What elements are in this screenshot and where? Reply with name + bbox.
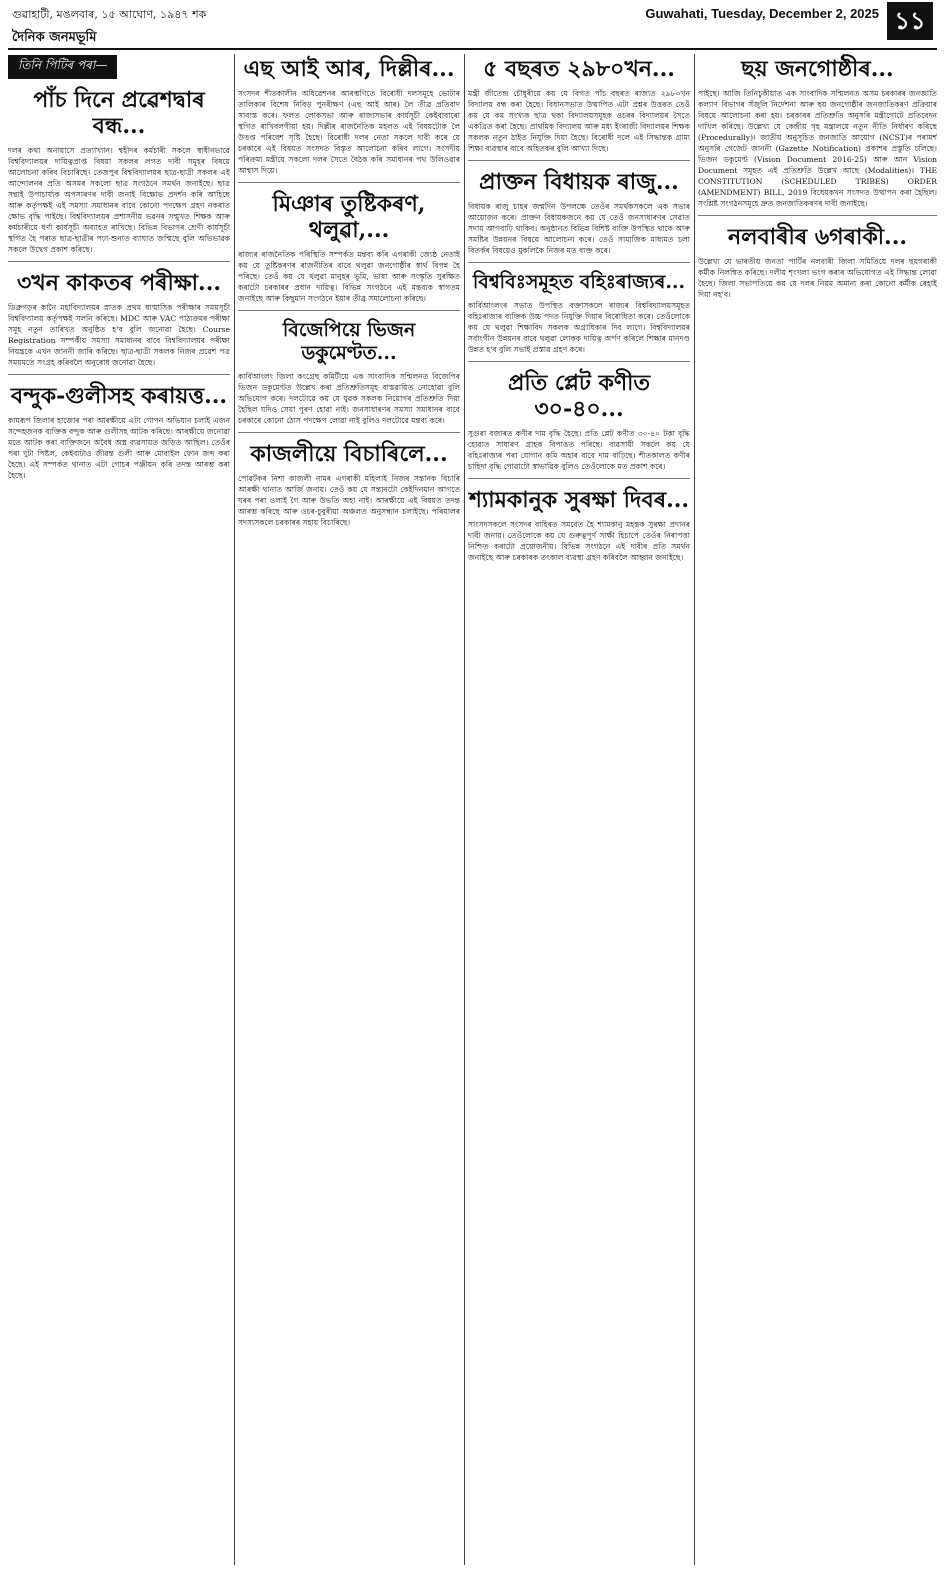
story-tushtikaran — [238, 182, 460, 304]
headline: ছয় জনগোষ্ঠীৰ... — [741, 56, 894, 82]
article-body: কাৰ্বিআংলংৰ সভাত উপস্থিত বক্তাসকলে ৰাজ্যৰ বিশ্ববিদ্যালয়সমূহত বহিঃৰাজ্যৰ ব্যক্তিক উচ্চ পদত নিযুক্তি দিয়াৰ বিৰোধিতা কৰে। তেওঁলোকে কয় যে থলুৱা শিক্ষাবিদ সকলক অগ্ৰাধিকাৰ দিব লাগে। বিশ্ববিদ্যালয়ৰ সৰ্বাংগীন উন্নয়নৰ বাবে থলুৱা লোকক দায়িত্ব অৰ্পণ কৰিলে শিক্ষাৰ মানদণ্ড উন্নত হ'ব বুলি সভাই প্ৰস্তাৱ গ্ৰহণ কৰে। — [468, 301, 690, 354]
column-divider — [234, 54, 235, 1565]
article-body: দলৰ কথা অনায়াসে প্ৰত্যাখ্যান। শ্বহীদৰ কৰ্মচাৰী সকলে স্বাধীনভাৱে বিশ্ববিদ্যালয়ৰ দায়িত্বপ্ৰাপ্ত বিষয়া সকলৰ লগত দাবী সমূহৰ বিষয়ে আলোচনা কৰিব বিচাৰিছে। তেজপুৰ বিশ্ববিদ্যালয়ৰ ছাত্ৰ-ছাত্ৰী সকলৰ এই আন্দোলনৰ প্ৰতি অসমৰ সকলো ছাত্ৰ সংগঠনে সমৰ্থন জনাইছে। ছাত্ৰ সন্থাই উপাচাৰ্য্যক অপসাৰণৰ দাবী জনাই বিক্ষোভ প্ৰদৰ্শন কৰি আহিছে আৰু কৰ্তৃপক্ষই এই সমস্যা সমাধানৰ বাবে কোনো পদক্ষেপ গ্ৰহণ নকৰাত ক্ষোভ বৃদ্ধি পাইছে। বিশ্ববিদ্যালয়ৰ প্ৰশাসনীয় ভৱনৰ সন্মুখত শিক্ষক আৰু কৰ্মচাৰীয়ে ধৰ্ণা কাৰ্যসূচী অব্যাহত ৰাখিছে। বিভিন্ন বিভাগৰ শ্ৰেণী কাৰ্যসূচী স্থগিত হৈ পৰাত ছাত্ৰ-ছাত্ৰীৰ পঢ়া-শুনাত ব্যাঘাত জন্মিছে বুলি অভিভাৱক সকলে উদ্বেগ প্ৰকাশ কৰিছে। — [8, 146, 230, 254]
headline: নলবাৰীৰ ৬গৰাকী... — [727, 224, 908, 250]
story-exam — [8, 261, 230, 368]
article-body: বিধায়ক ৰাজু চাহৰ জন্মদিন উপলক্ষে তেওঁৰ সমৰ্থকসকলে এক সভাৰ আয়োজন কৰে। প্ৰাক্তন বিধায়কজনে কয় যে তেওঁ জনসাধাৰণৰ সেৱাত সদায় আগবাঢ়ি থাকিব। অনুষ্ঠানত বিভিন্ন বিশিষ্ট ব্যক্তি উপস্থিত থাকে আৰু সমষ্টিৰ উন্নয়নৰ বিষয়ে আলোচনা কৰে। তেওঁ সামাজিক মাধ্যমত চলা বিতৰ্কৰ বিষয়েও মুকলিকৈ নিজৰ মত ব্যক্ত কৰে। — [468, 202, 690, 255]
article-body: উল্লেখ্য যে ভাৰতীয় জনতা পাৰ্টিৰ নলবাৰী জিলা সমিতিয়ে দলৰ ছয়গৰাকী কৰ্মীক নিলম্বিত কৰিছে। দলীয় শৃংখলা ভংগ কৰাৰ অভিযোগত এই সিদ্ধান্ত লোৱা হৈছে। জিলা সভাপতিয়ে কয় যে দলৰ নিয়ম অমান্য কৰা কোনো কৰ্মীক ৰেহাই দিয়া নহ'ব। — [698, 257, 937, 299]
headline: এছ আই আৰ, দিল্লীৰ... — [243, 56, 455, 82]
article-body: ডিব্ৰুগড়ৰ কানৈ মহাবিদ্যালয়ৰ স্নাতক প্ৰথম ষাণ্মাসিক পৰীক্ষাৰ সময়সূচী বিশ্ববিদ্যালয় কৰ্তৃপক্ষই সলনি কৰিছে। MDC আৰু VAC পাঠ্যক্ৰমৰ পৰীক্ষা সমূহ নতুন তাৰিখত অনুষ্ঠিত হ'ব বুলি জনোৱা হৈছে। Course Registration সম্পৰ্কীয় সমস্যা সমাধানৰ বাবে বিশ্ববিদ্যালয়ৰ পৰীক্ষা নিয়ন্ত্ৰকে এখন জাননী জাৰি কৰিছে। ছাত্ৰ-ছাত্ৰী সকলক নিজৰ প্ৰৱেশ পত্ৰ সময়মতে সংগ্ৰহ কৰিবলৈ অনুৰোধ জনোৱা হৈছে। — [8, 303, 230, 367]
story-arms — [8, 374, 230, 481]
story-kajali — [238, 432, 460, 528]
date-line-assamese: গুৱাহাটী, মঙলবাৰ, ১৫ আঘোণ, ১৯৪৭ শক — [12, 8, 207, 21]
date-line-english: Guwahati, Tuesday, December 2, 2025 — [645, 6, 879, 21]
columns — [8, 54, 937, 1565]
story-mla — [468, 160, 690, 256]
paper-name: দৈনিক জনমভূমি — [12, 30, 97, 45]
headline: বন্দুক-গুলীসহ কৰায়ত্ত... — [10, 383, 228, 409]
headline: মিঞাৰ তুষ্টিকৰণ, থলুৱা,... — [272, 191, 426, 243]
article-body: কাৰ্বিআংলং জিলা কংগ্ৰেছ কমিটীয়ে এক সাংবাদিক সন্মিলনত বিজেপিৰ ভিজন ডকুমেণ্টত উল্লেখ কৰা প্ৰতিশ্ৰুতিসমূহ বাস্তৱায়িত নোহোৱা বুলি অভিযোগ কৰে। দলটোৱে কয় যে যুৱক সকলক নিয়োগৰ প্ৰতিশ্ৰুতি দিয়া হৈছিল যদিও সেয়া পূৰণ হোৱা নাই। জনসাধাৰণৰ সমস্যা সমাধানৰ বাবে চৰকাৰে কোনো ঠোস পদক্ষেপ লোৱা নাই বুলিও দলটোৱে মন্তব্য কৰে। — [238, 372, 460, 425]
headline: পাঁচ দিনে প্ৰৱেশদ্বাৰ বন্ধ... — [33, 87, 205, 139]
column-2 — [238, 54, 460, 1565]
column-3 — [468, 54, 690, 1565]
article-body: মন্ত্ৰী জীতেন্দ্ৰ চৌধুৰীয়ে কয় যে বিগত পাঁচ বছৰত ৰাজ্যত ২৯৮০খন বিদ্যালয় বন্ধ কৰা হৈছে। বিধানসভাত উত্থাপিত এটা প্ৰশ্নৰ উত্তৰত তেওঁ কয় যে কম সংখ্যক ছাত্ৰ থকা বিদ্যালয়সমূহক ওচৰৰ বিদ্যালয়ৰ সৈতে একত্ৰিত কৰা হৈছে। প্ৰাথমিক বিদ্যালয় আৰু মধ্য ইংৰাজী বিদ্যালয়ৰ শিক্ষক সকলক নতুন ঠাইত নিযুক্তি দিয়া হৈছে। বিৰোধী দলে এই সিদ্ধান্তক গ্ৰাম্য শিক্ষা ব্যৱস্থাৰ বাবে অহিতকৰ বুলি আখ্যা দিছে। — [468, 89, 690, 153]
headline: কাজলীয়ে বিচাৰিলে... — [250, 441, 448, 467]
headline: বিশ্ববিঃসমূহত বহিঃৰাজ্যৰ... — [472, 271, 686, 293]
column-divider — [694, 54, 695, 1565]
headline: শ্যামকানুক সুৰক্ষা দিবৰ... — [468, 487, 690, 513]
article-body: সংসদৰ শীতকালীন অধিৱেশনৰ আৰম্ভণিতে বিৰোধী দলসমূহে ভোটাৰ তালিকাৰ বিশেষ নিবিড় পুনৰীক্ষণ (এছ আই আৰ) লৈ তীব্ৰ প্ৰতিবাদ সাব্যস্ত কৰে। ফলত লোকসভা আৰু ৰাজ্যসভাৰ কাৰ্যসূচী কেইবাবাৰো স্থগিত ৰাখিবলগীয়া হয়। দিল্লীৰ ৰাজনৈতিক মহলত এই বিষয়টোক লৈ উত্তপ্ত পৰিবেশ সৃষ্টি হৈছে। বিৰোধী দলৰ নেতা সকলে দাবী কৰে যে চৰকাৰে এই বিষয়ত সংসদত বিস্তৃত আলোচনা কৰিব লাগে। সংসদীয় পৰিক্ৰমা মন্ত্ৰীয়ে সকলো দলৰ সৈতে বৈঠক কৰি সমাধানৰ পথ উলিওৱাৰ আশ্বাস দিয়ে। — [238, 89, 460, 175]
article-body: সুগুৰা বজাৰত কণীৰ দাম বৃদ্ধি হৈছে। প্ৰতি প্লেট কণীত ৩০-৪০ টকা বৃদ্ধি হোৱাত সাধাৰণ গ্ৰাহক বিপাঙত পৰিছে। ব্যৱসায়ী সকলে কয় যে বহিঃৰাজ্যৰ পৰা যোগান কমি অহাৰ বাবে দাম বাঢ়িছে। শীতকালত কণীৰ চাহিদা বৃদ্ধি পোৱাটো স্বাভাৱিক বুলিও তেওঁলোকে মত প্ৰকাশ কৰে। — [468, 429, 690, 471]
story-boycott — [468, 262, 690, 355]
story-shyamakanu — [468, 478, 690, 563]
article-body: পোৱৰ্টকৰ নিশা কাজলী নামৰ এগৰাকী মহিলাই নিজৰ সন্তানক বিচাৰি আৰক্ষী থানাত আৰ্জি জনায়। তেওঁ কয় যে সন্তানটো কেইদিনমান আগতে ঘৰৰ পৰা ওলাই গৈ আৰু উভতি অহা নাই। আৰক্ষীয়ে এই বিষয়ত তদন্ত আৰম্ভ কৰিছে আৰু ওচৰ-চুবুৰীয়া অঞ্চলত অনুসন্ধান চলাইছে। পৰিয়ালৰ সদস্যসকলে চৰকাৰৰ সহায় বিচাৰিছে। — [238, 474, 460, 527]
headline: ৫ বছৰত ২৯৮০খন... — [483, 56, 675, 82]
masthead — [8, 0, 937, 50]
article-body: সাংসদসকলে সংসদৰ বাহিৰত সমবেত হৈ শ্যামকানু মহন্তক সুৰক্ষা প্ৰদানৰ দাবী জনায়। তেওঁলোকে কয় যে গুৰুত্বপূৰ্ণ সাক্ষী হিচাপে তেওঁৰ নিৰাপত্তা নিশ্চিত কৰাটো প্ৰয়োজনীয়। বিভিন্ন সংগঠনে এই দাবীৰ প্ৰতি সমৰ্থন জনাইছে আৰু চৰকাৰক তৎকাল ব্যৱস্থা গ্ৰহণ কৰিবলৈ আহ্বান জনাইছে। — [468, 520, 690, 562]
column-4 — [698, 54, 937, 1565]
article-body: ৰাজ্যৰ ৰাজনৈতিক পৰিস্থিতি সম্পৰ্কত মন্তব্য কৰি এগৰাকী জ্যেষ্ঠ নেতাই কয় যে তুষ্টিকৰণৰ ৰাজনীতিৰ বাবে থলুৱা জনগোষ্ঠীৰ স্বাৰ্থ বিপন্ন হৈ পৰিছে। তেওঁ কয় যে থলুৱা মানুহৰ ভূমি, ভাষা আৰু সংস্কৃতি সুৰক্ষিত কৰাটো চৰকাৰৰ প্ৰধান দায়িত্ব। বিভিন্ন সংগঠনে এই মন্তব্যক স্বাগতম জনাইছে আৰু কিছুমান সংগঠনে ইয়াৰ তীব্ৰ সমালোচনা কৰিছে। — [238, 250, 460, 303]
column-1 — [8, 54, 230, 1565]
story-tribes — [698, 56, 937, 209]
headline: প্ৰতি প্লেট কণীত ৩০-৪০... — [508, 370, 650, 422]
headline: প্ৰাক্তন বিধায়ক ৰাজু... — [479, 169, 679, 195]
page-number: ১১ — [887, 2, 933, 40]
story-vision — [238, 310, 460, 426]
article-body: পাইছে। আজি তিনিচুকীয়াত এক সাংবাদিক সন্মিলনত অসম চৰকাৰৰ জনজাতি কল্যাণ বিভাগৰ সঁজুলি নিৰ্দেশনা আৰু ছয় জনগোষ্ঠীৰ জনজাতিকৰণ প্ৰক্ৰিয়াৰ বিষয়ে আলোচনা কৰা হয়। চৰকাৰৰ প্ৰতিশ্ৰুতি অনুসৰি মন্ত্ৰীগোটে প্ৰতিবেদন দাখিল কৰিছে। উল্লেখ্য যে কেন্দ্ৰীয় গৃহ মন্ত্ৰালয়ে নতুন নীতি নিৰ্ধাৰণ কৰিছে (Procedurally)। জাতীয় অনুসূচিত জনজাতি আয়োগ (NCST)ৰ পৰামৰ্শ অনুসৰি গেজেট জাননী (Gazette Notification) প্ৰকাশৰ প্ৰস্তুতি চলিছে। ভিজন ডকুমেণ্ট (Vision Document 2016-25) আৰু আন Vision Document সমূহত এই প্ৰতিশ্ৰুতি উল্লেখ আছে (Modalities)। THE CONSTITUTION (SCHEDULED TRIBES) ORDER (AMENDMENT) BILL, 2019 বিধেয়কখন সংসদত উত্থাপন কৰা হৈছিল। সংশ্লিষ্ট সংগঠনসমূহে দ্ৰুত জনজাতিকৰণৰ দাবী জনাইছে। — [698, 89, 937, 208]
continued-kicker: তিনি পিটিৰ পৰা— — [8, 55, 117, 79]
column-divider — [464, 54, 465, 1565]
story-nalbari — [698, 215, 937, 300]
story-schools — [468, 56, 690, 154]
headline: ৩খন কাকতৰ পৰীক্ষা... — [16, 270, 222, 296]
story-sir — [238, 56, 460, 176]
article-body: কামৰূপ জিলাৰ হাজোৰ পৰা আৰক্ষীয়ে এটা গোপন অভিযান চলাই এজন সন্দেহজনক ব্যক্তিক বন্দুক আৰু গুলীসহ আটক কৰিছে। আৰক্ষীয়ে জনোৱা মতে আটক কৰা ব্যক্তিজনে অবৈধ অস্ত্ৰ ব্যৱসায়ত জড়িত আছিল। তেওঁৰ পৰা দুটা পিষ্টল, কেইবাটাও জীৱন্ত গুলী আৰু মোবাইল ফোন জব্দ কৰা হৈছে। এই সম্পৰ্কত থানাত এটা গোচৰ পঞ্জীয়ন কৰি তদন্ত আৰম্ভ কৰা হৈছে। — [8, 416, 230, 480]
headline: বিজেপিয়ে ভিজন ডকুমেণ্টত... — [282, 319, 416, 364]
story-gauhati — [8, 54, 230, 255]
story-plate — [468, 361, 690, 472]
